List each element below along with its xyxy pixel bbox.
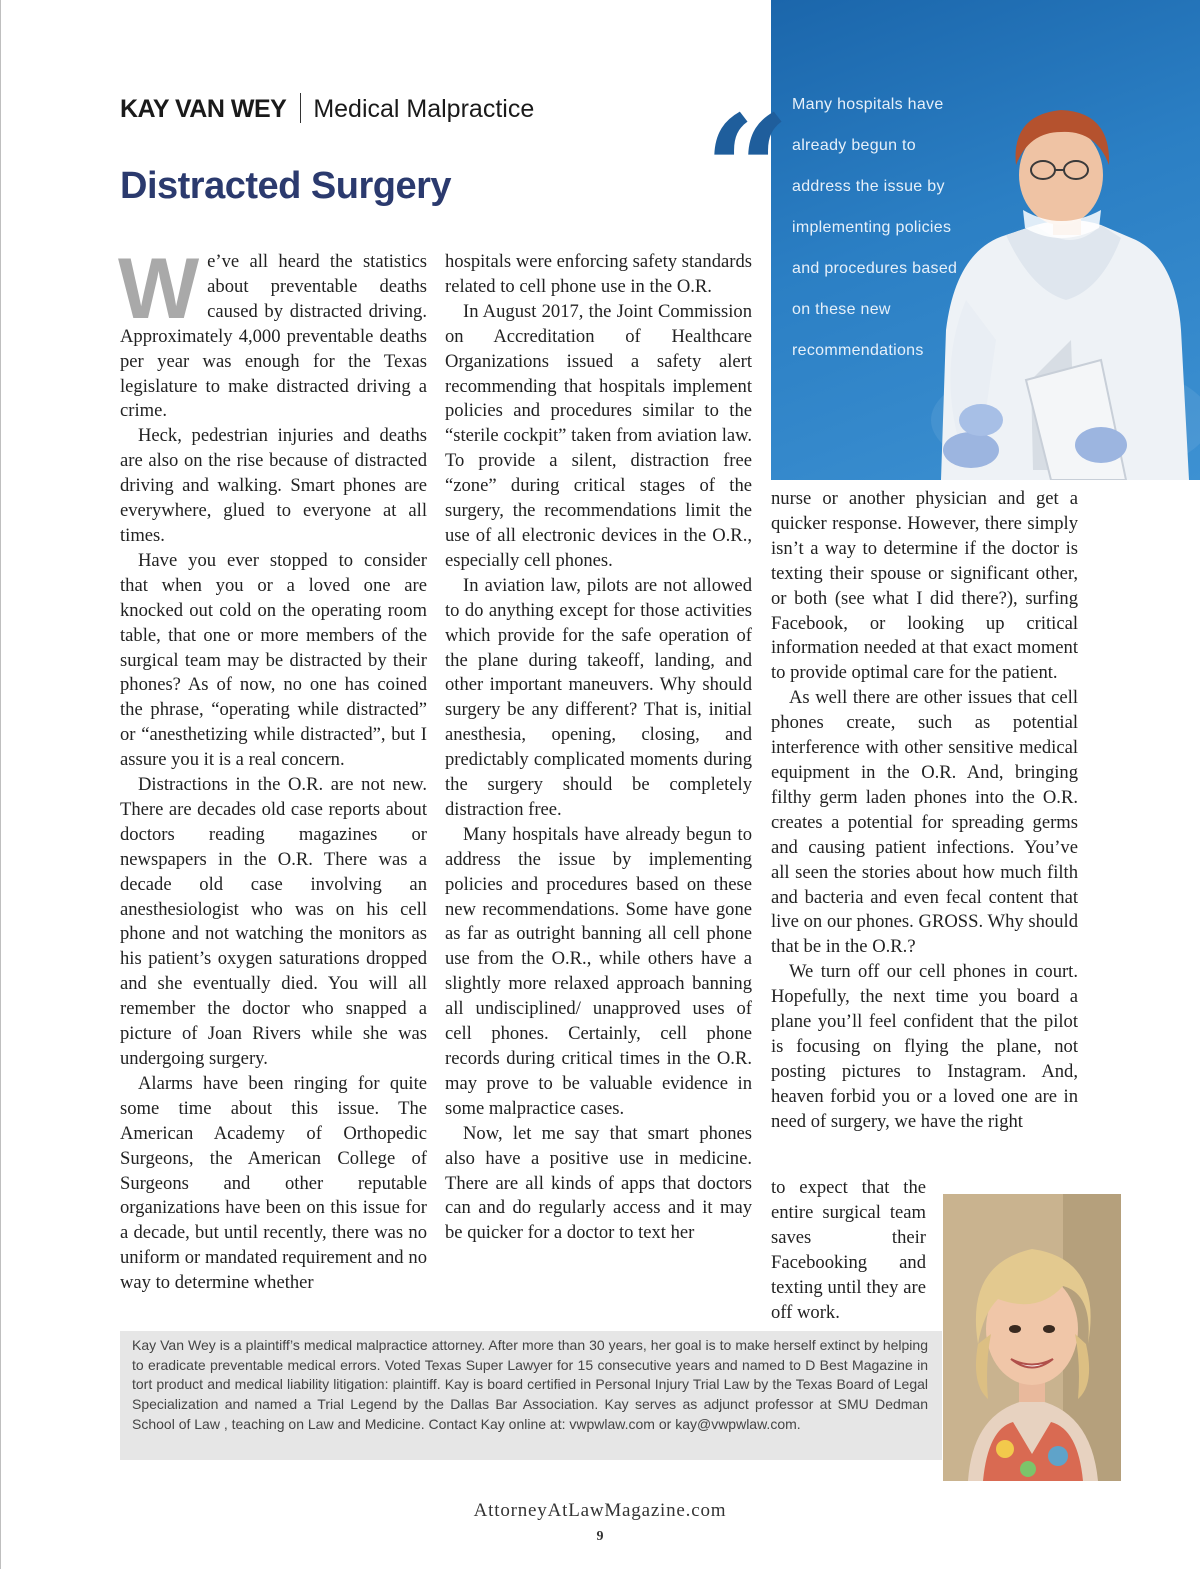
paragraph: to expect that the entire surgical team saves their Facebooking and texting until they are off work. [771,1177,926,1323]
paragraph: Many hospitals have already begun to address the issue by implementing policies and procedures based on these new recommendations. Some have gone as far as outright banning all cell phone use from the O.R., while others have a slightly more relaxed approach banning all undisciplined/ unapproved uses of cell phones. Certainly, cell phone records during critical times in the O.R. may prove to be valuable evidence in some malpractice cases. [445,823,752,1119]
author-portrait [943,1194,1121,1481]
byline [120,93,534,124]
article-column-3 [771,487,1078,1135]
quote-mark-icon: “ [704,83,791,259]
page-number: 9 [596,1529,604,1544]
drop-cap: W [118,241,200,337]
footer-website: AttorneyAtLawMagazine.com [473,1500,727,1521]
paragraph: We turn off our cell phones in court. Hopefully, the next time you board a plane you’ll feel confident that the pilot is focusing on flying the plane, not posting pictures to Instagram. And, heaven forbid you or a loved one are in need of surgery, we have the right [771,961,1078,1132]
author-bio-box [120,1331,942,1460]
paragraph: nurse or another physician and get a quicker response. However, there simply isn’t a way to determine if the doctor is texting their spouse or significant other, or both (see what I did there?), surfing Facebook, or looking up critical information needed at that exact moment to provide optimal care for the patient. [771,488,1078,684]
paragraph: Now, let me say that smart phones also have a positive use in medicine. There are all kinds of apps that doctors can and do regularly access and it may be quicker for a doctor to text her [445,1122,752,1244]
paragraph: Heck, pedestrian injuries and deaths are also on the rise because of distracted driving and walking. Smart phones are everywhere, glued to everyone at all times. [120,425,427,546]
paragraph: e’ve all heard the statistics about preventable deaths caused by distracted driving. Approximately 4,000 preventable deaths per year was enough for the Texas legislature to make distracted driving a crime. [120,251,427,422]
article-title: Distracted Surgery [120,165,452,207]
paragraph: In aviation law, pilots are not allowed to do anything except for those activities which provide for the safe operation of the plane during takeoff, landing, and other important maneuvers. Why should surgery be any different? That is, initial anesthesia, opening, closing, and predictably complicated moments during the surgery should be completely distraction free. [445,574,752,820]
pull-quote: Many hospitals have already begun to address the issue by implementing policies and procedures based on these new recommendations [792,96,958,359]
article-column-2 [445,250,752,1246]
paragraph: Distractions in the O.R. are not new. There are decades old case reports about doctors reading magazines or newspapers in the O.R. There was a decade old case involving an anesthesiologist who was on his cell phone and not watching the monitors as his patient’s oxygen saturations dropped and she eventually died. You will all remember the doctor who snapped a picture of Joan Rivers while she was undergoing surgery. [120,774,427,1069]
section-name: Medical Malpractice [313,95,535,123]
article-column-1 [118,241,427,1296]
paragraph: In August 2017, the Joint Commission on Accreditation of Healthcare Organizations issued a safety alert recommending that hospitals implement policies and procedures similar to the “sterile cockpit” taken from aviation law. To provide a silent, distraction free “zone” during critical stages of the surgery, the recommendations limit the use of all electronic devices in the O.R., especially cell phones. [445,300,752,571]
page-edge-line [0,0,1,1569]
paragraph: hospitals were enforcing safety standards related to cell phone use in the O.R. [445,251,752,297]
author-portrait-illustration [943,1194,1121,1481]
byline-divider [300,93,301,123]
paragraph: As well there are other issues that cell phones create, such as potential interference with other sensitive medical equipment in the O.R. And, bringing filthy germ laden phones into the O.R. creates a potential for spreading germs and causing patient infections. You’ve all seen the stories about how much filth and bacteria and even fecal content that live on our phones. GROSS. Why should that be in the O.R.? [771,687,1078,958]
author-bio: Kay Van Wey is a plaintiff’s medical malpractice attorney. After more than 30 years, her goal is to make herself extinct by helping to eradicate preventable medical errors. Voted Texas Super Lawyer for 15 consecutive years and named to D Best Magazine in tort product and medical liability litigation: plaintiff. Kay is board certified in Personal Injury Trial Law by the Texas Board of Legal Specialization and named a Trial Legend by the Dallas Bar Association. Kay serves as adjunct professor at SMU Dedman School of Law , teaching on Law and Medicine. Contact Kay online at: vwpwlaw.com or kay@vwpwlaw.com. [132,1337,928,1432]
paragraph: Have you ever stopped to consider that when you or a loved one are knocked out cold on the operating room table, that one or more members of the surgical team may be distracted by their phones? As of now, no one has coined the phrase, “operating while distracted” or “anesthetizing while distracted”, but I assure you it is a real concern. [120,549,427,771]
article-column-3-tail [771,1176,926,1325]
author-name: KAY VAN WEY [120,95,287,123]
paragraph: Alarms have been ringing for quite some time about this issue. The American Academy of Orthopedic Surgeons, the American College of Surgeons and other reputable organizations have been on this issue for a decade, but until recently, there was no uniform or mandated requirement and no way to determine whether [120,1072,427,1294]
